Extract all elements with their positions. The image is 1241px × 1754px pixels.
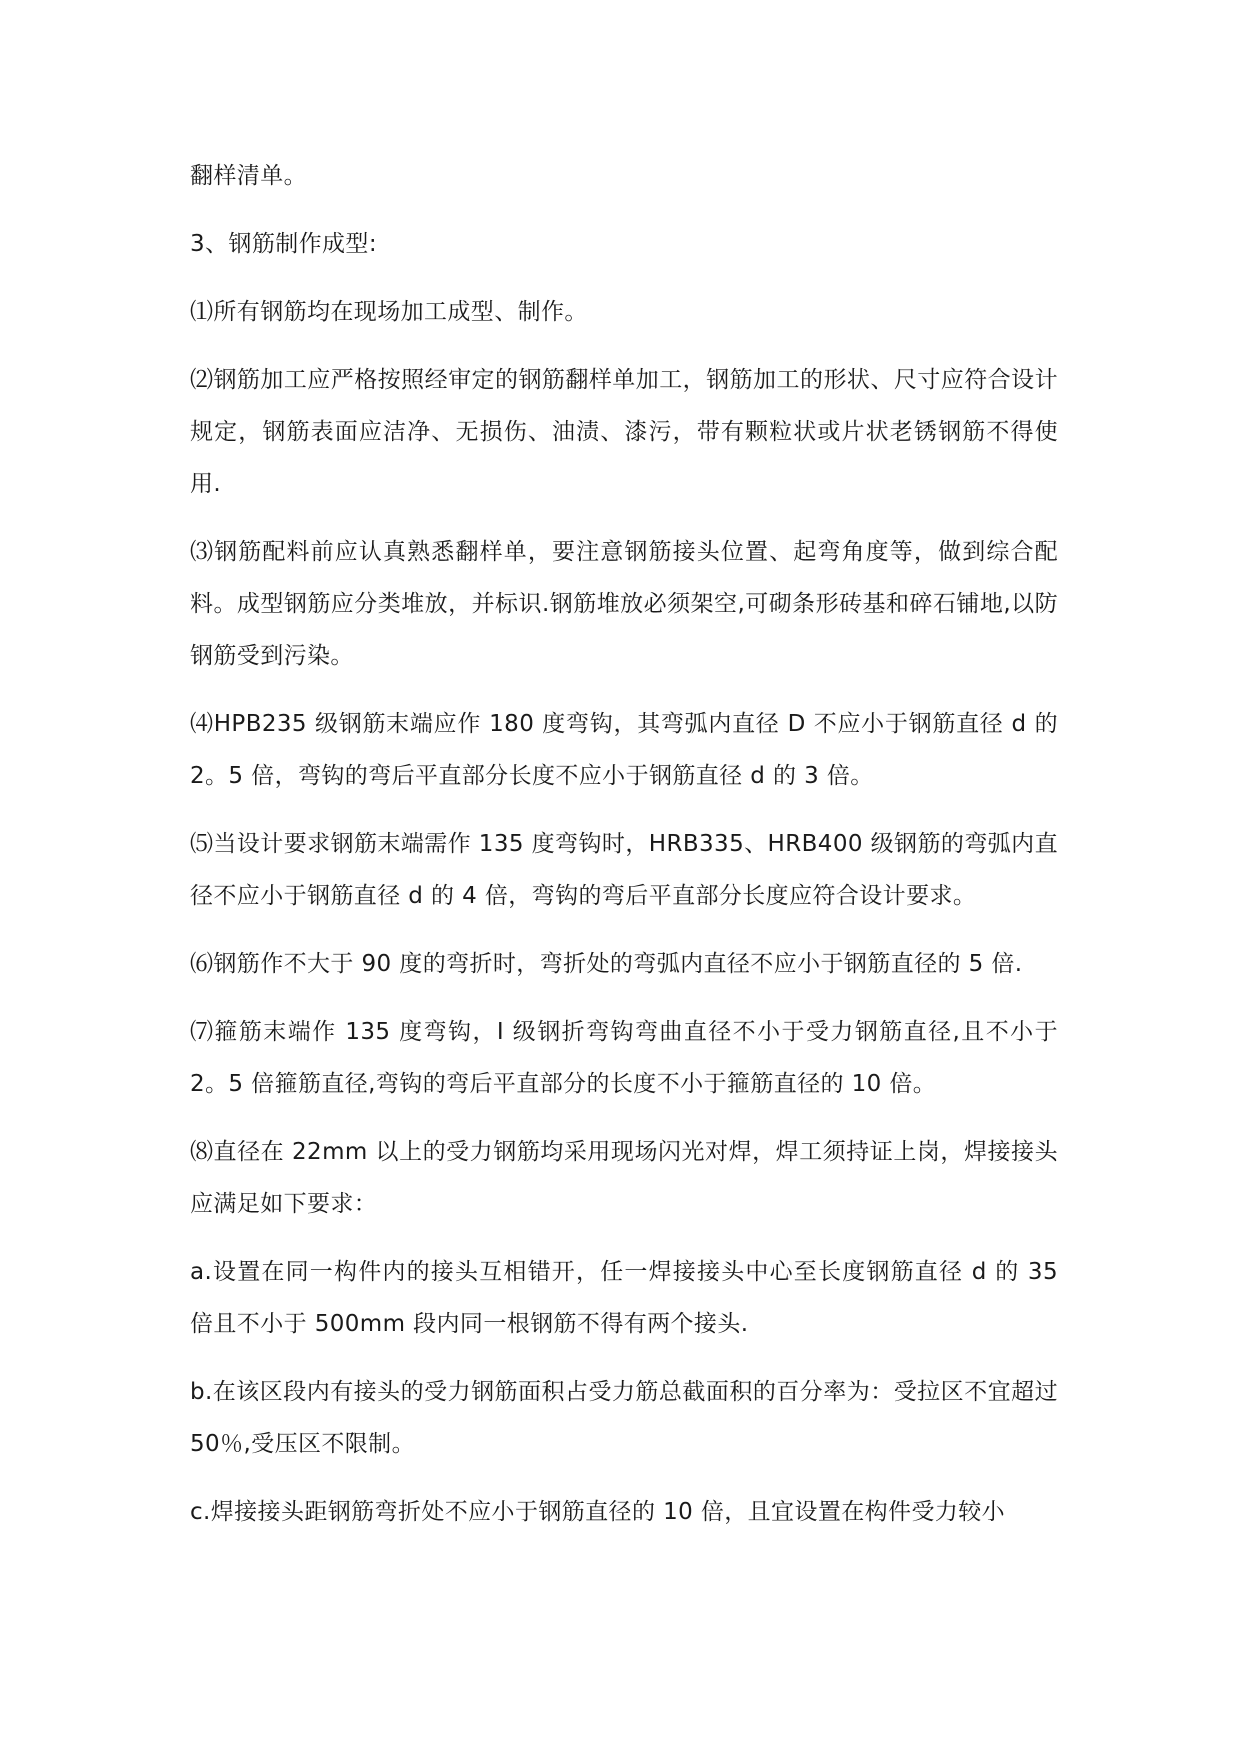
paragraph-sub-b: b.在该区段内有接头的受力钢筋面积占受力筋总截面积的百分率为：受拉区不宜超过 50％,受压区不限制。 <box>190 1379 1058 1457</box>
paragraph-item-7: ⑺箍筋末端作 135 度弯钩，I 级钢折弯钩弯曲直径不小于受力钢筋直径,且不小于 2。5 倍箍筋直径,弯钩的弯后平直部分的长度不小于箍筋直径的 10 倍。 <box>190 1019 1058 1097</box>
paragraph-item-8: ⑻直径在 22mm 以上的受力钢筋均采用现场闪光对焊，焊工须持证上岗，焊接接头应满足如下要求： <box>190 1139 1058 1217</box>
paragraph-item-6: ⑹钢筋作不大于 90 度的弯折时，弯折处的弯弧内直径不应小于钢筋直径的 5 倍. <box>190 951 1023 977</box>
document-body <box>190 150 1058 1538</box>
paragraph-sub-a: a.设置在同一构件内的接头互相错开，任一焊接接头中心至长度钢筋直径 d 的 35 倍且不小于 500mm 段内同一根钢筋不得有两个接头. <box>190 1259 1058 1337</box>
paragraph-sub-c: c.焊接接头距钢筋弯折处不应小于钢筋直径的 10 倍，且宜设置在构件受力较小 <box>190 1499 1006 1525</box>
paragraph-item-3: ⑶钢筋配料前应认真熟悉翻样单，要注意钢筋接头位置、起弯角度等，做到综合配料。成型钢筋应分类堆放，并标识.钢筋堆放必须架空,可砌条形砖基和碎石铺地,以防钢筋受到污染。 <box>190 539 1058 669</box>
paragraph-item-4: ⑷HPB235 级钢筋末端应作 180 度弯钩，其弯弧内直径 D 不应小于钢筋直径 d 的 2。5 倍，弯钩的弯后平直部分长度不应小于钢筋直径 d 的 3 倍。 <box>190 711 1058 789</box>
paragraph-item-5: ⑸当设计要求钢筋末端需作 135 度弯钩时，HRB335、HRB400 级钢筋的弯弧内直径不应小于钢筋直径 d 的 4 倍，弯钩的弯后平直部分长度应符合设计要求。 <box>190 831 1058 909</box>
paragraph-1: 翻样清单。 <box>190 163 307 189</box>
section-heading: 3、钢筋制作成型: <box>190 231 377 257</box>
paragraph-item-1: ⑴所有钢筋均在现场加工成型、制作。 <box>190 299 588 325</box>
paragraph-item-2: ⑵钢筋加工应严格按照经审定的钢筋翻样单加工，钢筋加工的形状、尺寸应符合设计规定，钢筋表面应洁净、无损伤、油渍、漆污，带有颗粒状或片状老锈钢筋不得使用. <box>190 367 1058 497</box>
